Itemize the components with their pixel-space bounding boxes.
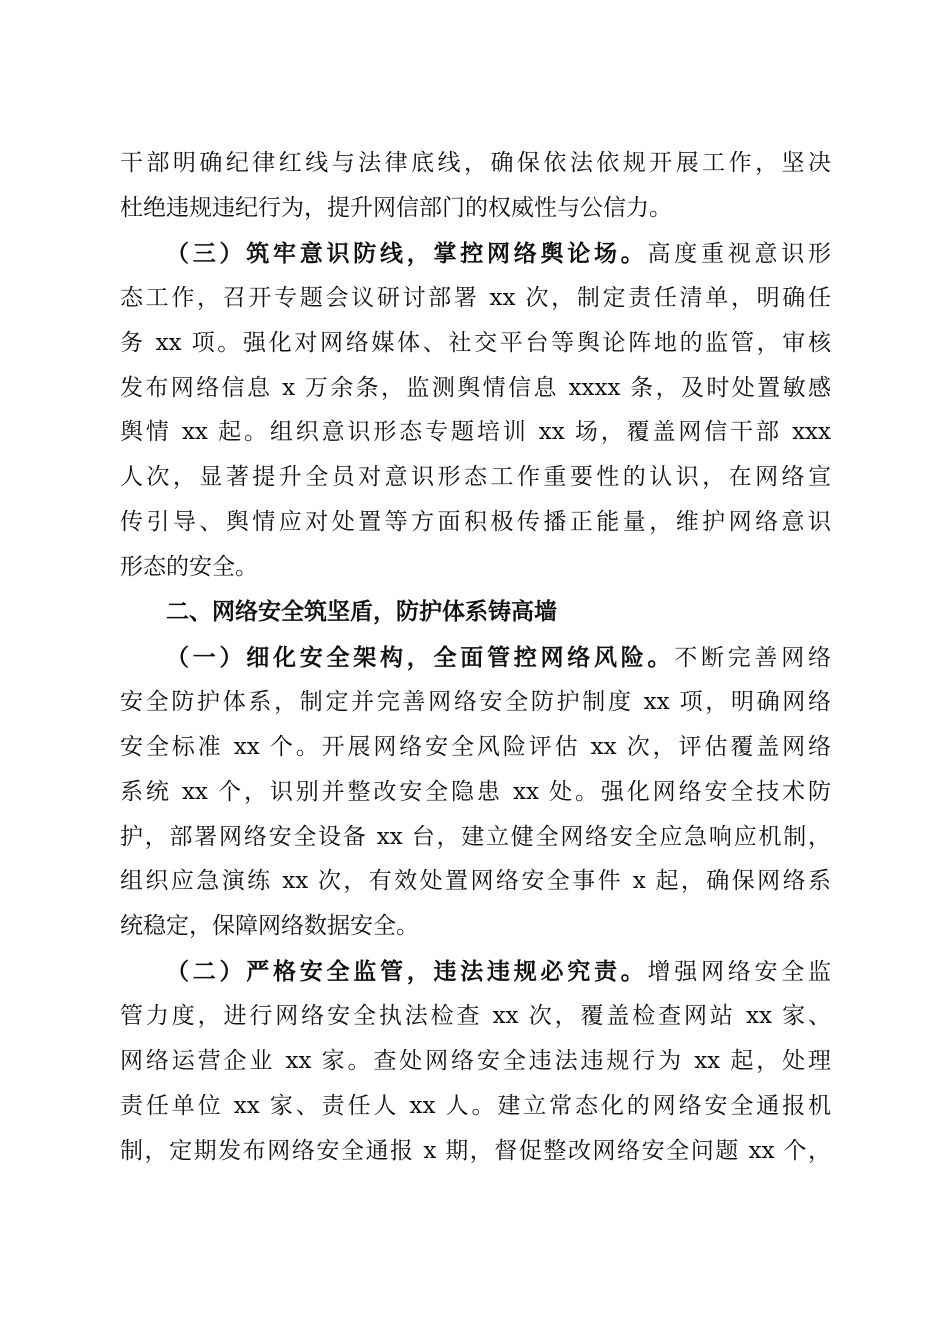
text-line — [120, 1084, 831, 1129]
line-text: 舆情 xx 起。组织意识形态专题培训 xx 场，覆盖网信干部 xxx — [120, 419, 831, 446]
text-line — [120, 725, 831, 770]
line-text: 增强网络安全监 — [647, 959, 831, 986]
text-line — [120, 904, 831, 949]
text-line — [120, 680, 831, 725]
line-text: 二、网络安全筑坚盾，防护体系铸高墙 — [166, 599, 557, 625]
line-text: 杜绝违规违纪行为，提升网信部门的权威性与公信力。 — [120, 194, 672, 221]
text-line — [120, 815, 831, 860]
text-line — [120, 410, 831, 455]
line-text: 不断完善网络 — [674, 644, 831, 671]
section-heading — [166, 590, 831, 635]
line-text: 干部明确纪律红线与法律底线，确保依法依规开展工作，坚决 — [120, 150, 831, 176]
subsection-title: （二）严格安全监管，违法违规必究责。 — [166, 958, 648, 986]
line-text: 高度重视意识形 — [647, 240, 831, 267]
text-line — [120, 366, 831, 411]
text-line — [166, 949, 831, 994]
line-text: 管力度，进行网络安全执法检查 xx 次，覆盖检查网站 xx 家、 — [120, 1003, 831, 1030]
line-text: 形态的安全。 — [120, 554, 258, 581]
subsection-title: （三）筑牢意识防线，掌控网络舆论场。 — [166, 239, 648, 267]
text-line — [120, 141, 831, 186]
text-line — [120, 321, 831, 366]
subsection-title: （一）细化安全架构，全面管控网络风险。 — [166, 643, 675, 671]
text-line — [120, 186, 831, 231]
line-text: 人次，显著提升全员对意识形态工作重要性的认识，在网络宣 — [120, 464, 831, 491]
line-text: 制，定期发布网络安全通报 x 期，督促整改网络安全问题 xx 个， — [120, 1137, 831, 1164]
text-line — [120, 276, 831, 321]
text-line — [120, 455, 831, 500]
line-text: 网络运营企业 xx 家。查处网络安全违法违规行为 xx 起，处理 — [120, 1048, 831, 1074]
text-line — [120, 859, 831, 904]
line-text: 责任单位 xx 家、责任人 xx 人。建立常态化的网络安全通报机 — [120, 1092, 831, 1119]
line-text: 系统 xx 个，识别并整改安全隐患 xx 处。强化网络安全技术防 — [120, 778, 831, 805]
text-line — [120, 994, 831, 1039]
line-text: 统稳定，保障网络数据安全。 — [120, 913, 419, 940]
text-line — [166, 231, 831, 276]
text-line — [120, 770, 831, 815]
text-line — [120, 545, 831, 590]
line-text: 态工作，召开专题会议研讨部署 xx 次，制定责任清单，明确任 — [120, 284, 831, 311]
text-line — [166, 635, 831, 680]
line-text: 传引导、舆情应对处置等方面积极传播正能量，维护网络意识 — [120, 509, 831, 536]
line-text: 安全防护体系，制定并完善网络安全防护制度 xx 项，明确网络 — [120, 688, 831, 715]
line-text: 组织应急演练 xx 次，有效处置网络安全事件 x 起，确保网络系 — [120, 868, 831, 895]
line-text: 务 xx 项。强化对网络媒体、社交平台等舆论阵地的监管，审核 — [120, 329, 831, 356]
line-text: 护，部署网络安全设备 xx 台，建立健全网络安全应急响应机制， — [120, 823, 831, 850]
line-text: 发布网络信息 x 万余条，监测舆情信息 xxxx 条，及时处置敏感 — [120, 374, 831, 401]
text-line — [120, 500, 831, 545]
line-text: 安全标准 xx 个。开展网络安全风险评估 xx 次，评估覆盖网络 — [120, 733, 831, 760]
text-line — [120, 1129, 831, 1174]
text-line — [120, 1039, 831, 1084]
